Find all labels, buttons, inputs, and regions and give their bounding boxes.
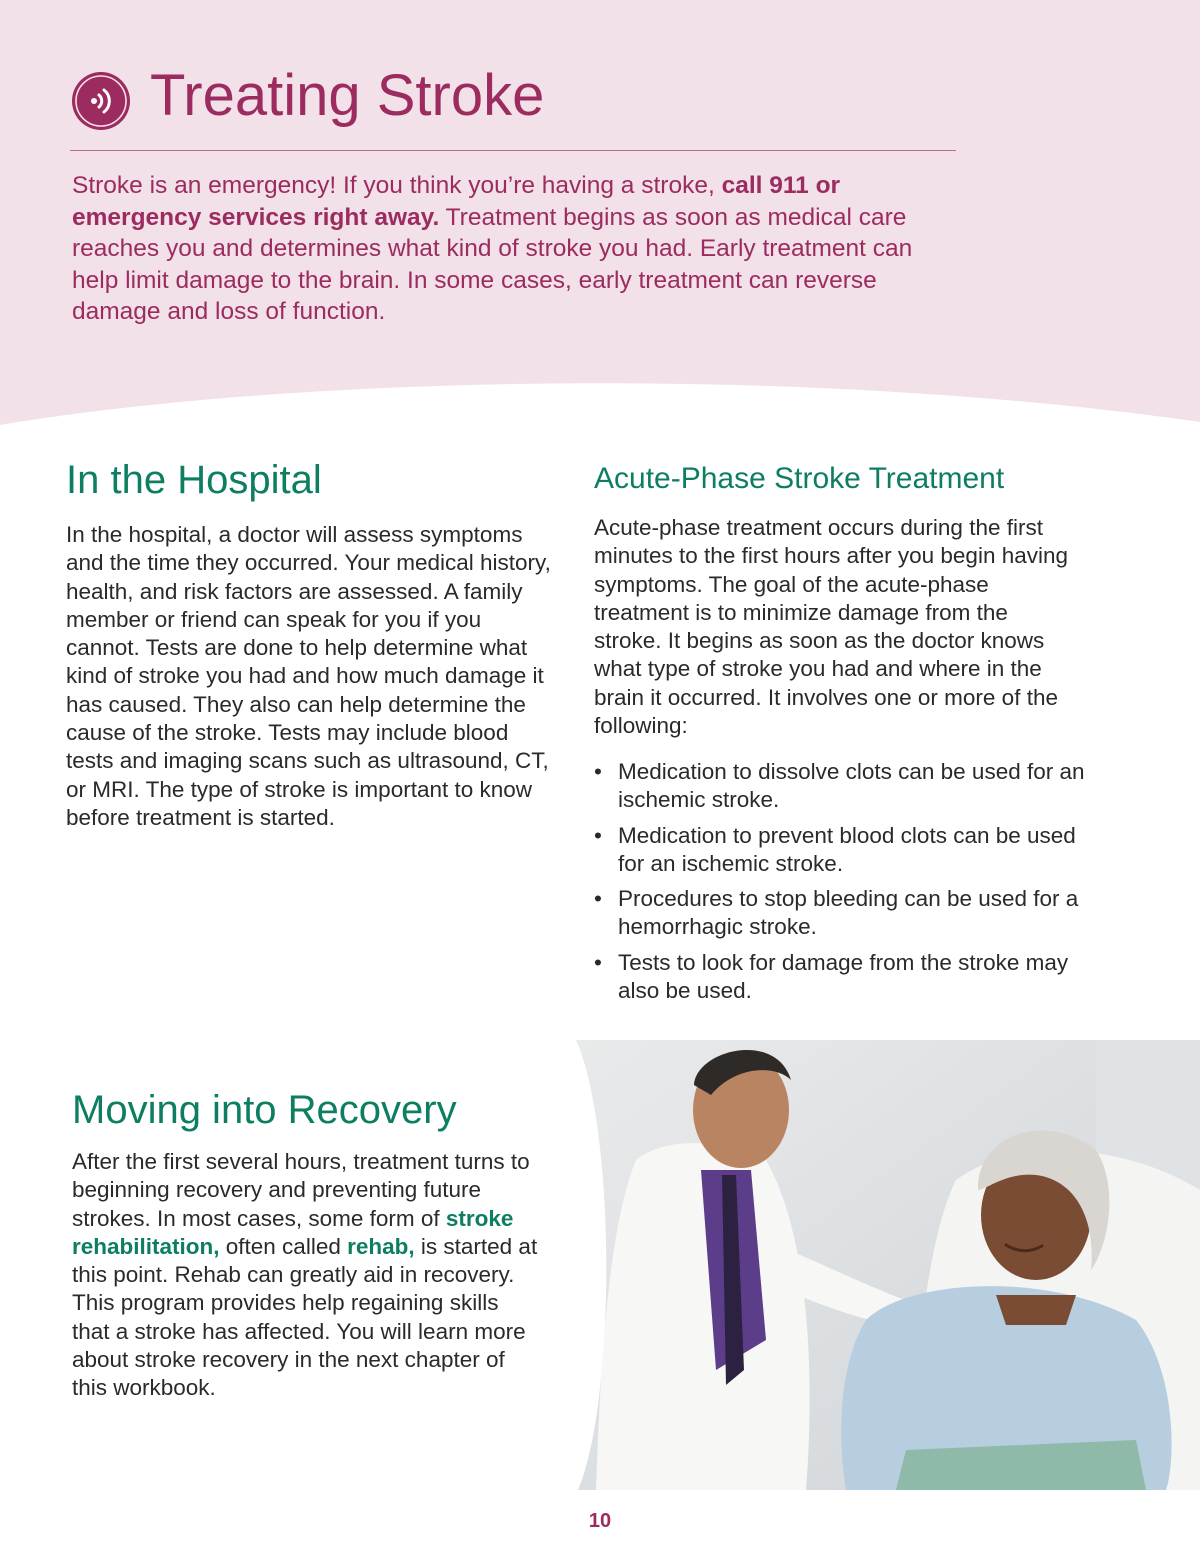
list-item — [594, 949, 1094, 1006]
bullet-icon: • — [594, 759, 602, 784]
list-item — [594, 822, 1094, 879]
recovery-paragraph — [72, 1148, 542, 1403]
list-item — [594, 758, 1094, 815]
bullet-icon: • — [594, 822, 602, 848]
list-item-text: Medication to dissolve clots can be used for an ischemic stroke. — [618, 759, 1085, 813]
bullet-icon: • — [594, 886, 602, 912]
list-item-text: Medication to prevent blood clots can be used for an ischemic stroke. — [618, 822, 1076, 876]
intro-emphasis: call 911 or emergency services right away. — [72, 172, 841, 231]
list-item-text: Tests to look for damage from the stroke may also be used. — [618, 949, 1069, 1004]
list-item — [594, 885, 1094, 942]
intro-rest: Treatment begins as soon as medical care reaches you and determines what kind of stroke you had. Early treatment can help limit damage to the brain. In some cases, early treatment can reverse damage and loss of function. — [72, 203, 913, 325]
sound-waves-icon — [70, 70, 132, 132]
title-divider — [70, 150, 956, 151]
doctor-patient-photo — [576, 1040, 1200, 1490]
recovery-text-1: After the first several hours, treatment turns to beginning recovery and preventing future strokes. In most cases, some form of — [72, 1149, 530, 1231]
hospital-heading: In the Hospital — [66, 458, 322, 502]
header-curve — [0, 370, 1200, 450]
acute-heading: Acute-Phase Stroke Treatment — [594, 462, 1005, 495]
term-stroke-rehabilitation: stroke rehabilitation, — [72, 1205, 514, 1259]
page-title: Treating Stroke — [150, 63, 545, 128]
page-number: 10 — [588, 1510, 612, 1532]
recovery-heading: Moving into Recovery — [72, 1088, 457, 1132]
intro-lead: Stroke is an emergency! If you think you’re having a stroke, — [72, 172, 722, 199]
recovery-text-2: often called — [219, 1233, 348, 1259]
recovery-text-3: is started at this point. Rehab can greatly aid in recovery. This program provides help regaining skills that a stroke has affected. You will learn more about stroke recovery in the next chapter of this workbook. — [72, 1233, 538, 1401]
intro-paragraph — [72, 170, 962, 328]
hospital-paragraph: In the hospital, a doctor will assess symptoms and the time they occurred. Your medical history, health, and risk factors are assessed. A family member or friend can speak for you if you cannot. Tests are done to help determine what kind of stroke you had and how much damage it has caused. They also can help determine the cause of the stroke. Tests may include blood tests and imaging scans such as ultrasound, CT, or MRI. The type of stroke is important to know before treatment is started. — [66, 522, 551, 830]
bullet-icon: • — [594, 949, 602, 975]
list-item-text: Procedures to stop bleeding can be used for a hemorrhagic stroke. — [618, 886, 1079, 940]
treatment-list — [594, 758, 1094, 1012]
acute-paragraph: Acute-phase treatment occurs during the first minutes to the first hours after you begin having symptoms. The goal of the acute-phase treatment is to minimize damage from the stroke. It begins as soon as the doctor knows what type of stroke you had and where in the brain it occurred. It involves one or more of the following: — [594, 515, 1069, 739]
term-rehab: rehab, — [347, 1233, 415, 1259]
